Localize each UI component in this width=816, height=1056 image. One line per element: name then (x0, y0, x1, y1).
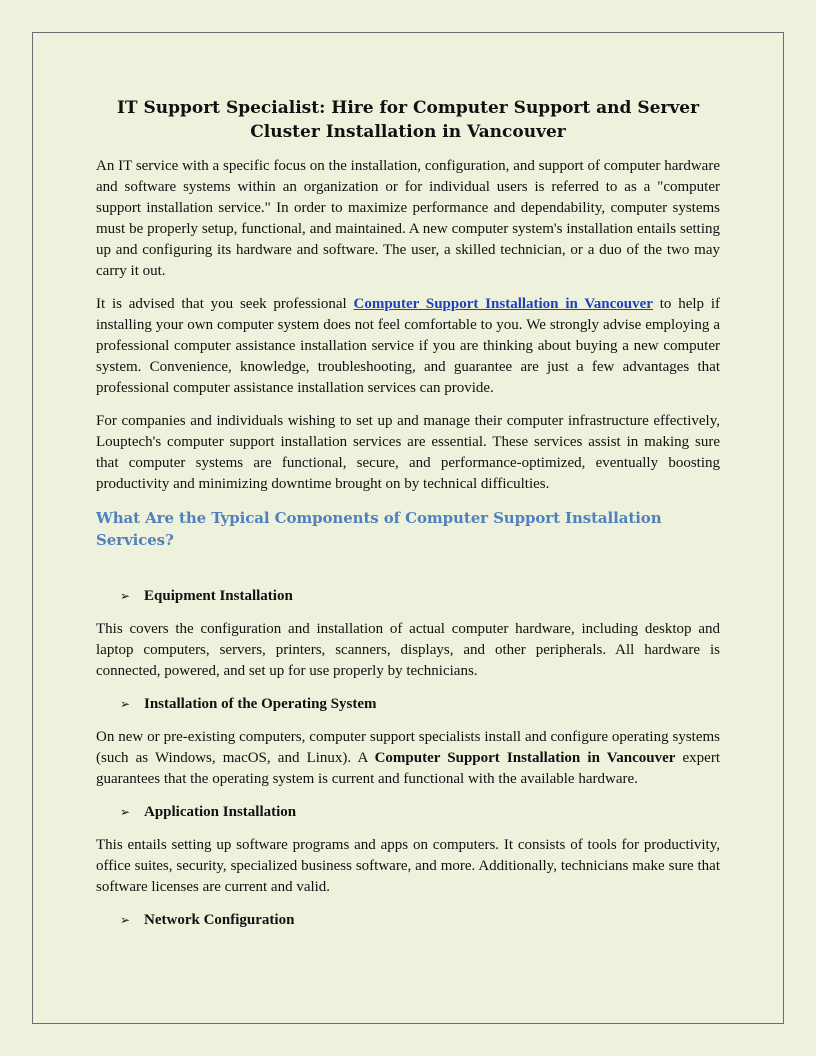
bullet-heading: Equipment Installation (144, 588, 293, 604)
application-paragraph: This entails setting up software programs and apps on computers. It consists of tools for productivity, office suites, security, specialized business software, and more. Additionally, technicians make sure that software licenses are current and valid. (96, 837, 720, 895)
bullet-heading: Installation of the Operating System (144, 696, 377, 712)
bullet-os-installation (120, 694, 720, 715)
advice-text-after: to help if installing your own computer system does not feel comfortable to you. We strongly advise employing a professional computer assistance installation service if you are thinking about buying a new computer system. Convenience, knowledge, troubleshooting, and guarantee are just a few advantages that professional computer assistance installation services can provide. (96, 296, 721, 396)
computer-support-link[interactable]: Computer Support Installation in Vancouver (353, 296, 653, 312)
section-heading: What Are the Typical Components of Computer Support Installation Services? (96, 509, 662, 549)
bullet-heading: Application Installation (144, 804, 297, 820)
companies-paragraph: For companies and individuals wishing to set up and manage their computer infrastructure effectively, Louptech's computer support installation services are essential. These services assist in making sure that computer systems are functional, secure, and performance-optimized, eventually boosting productivity and minimizing downtime brought on by technical difficulties. (96, 413, 720, 492)
bullet-heading: Network Configuration (144, 912, 295, 928)
bullet-application-installation (120, 802, 720, 823)
equipment-paragraph: This covers the configuration and installation of actual computer hardware, including desktop and laptop computers, servers, printers, scanners, displays, and other peripherals. All hardware is connected, powered, and set up for use properly by technicians. (96, 621, 720, 679)
os-text-bold: Computer Support Installation in Vancouver (374, 750, 676, 766)
os-paragraph (96, 727, 720, 790)
arrow-bullet-icon: ➢ (120, 805, 131, 819)
bullet-network-configuration (120, 910, 720, 931)
os-text-after: expert guarantees that the operating system is current and functional with the available hardware. (96, 750, 720, 787)
os-text-before: On new or pre-existing computers, computer support specialists install and configure operating systems (such as Windows, macOS, and Linux). A (96, 729, 720, 766)
advice-text-before: It is advised that you seek professional (96, 296, 354, 312)
advice-paragraph (96, 294, 720, 399)
arrow-bullet-icon: ➢ (120, 913, 131, 927)
arrow-bullet-icon: ➢ (120, 589, 131, 603)
document-body (96, 96, 720, 943)
bullet-equipment-installation (120, 586, 720, 607)
intro-paragraph: An IT service with a specific focus on the installation, configuration, and support of computer hardware and software systems within an organization or for individual users is referred to as a "computer support installation service." In order to maximize performance and dependability, computer systems must be properly setup, functional, and maintained. A new computer system's installation entails setting up and configuring its hardware and software. The user, a skilled technician, or a duo of the two may carry it out. (96, 158, 720, 279)
arrow-bullet-icon: ➢ (120, 697, 131, 711)
section-spacer (96, 551, 720, 586)
document-title: IT Support Specialist: Hire for Computer Support and Server Cluster Installation in Vancouver (116, 98, 700, 142)
